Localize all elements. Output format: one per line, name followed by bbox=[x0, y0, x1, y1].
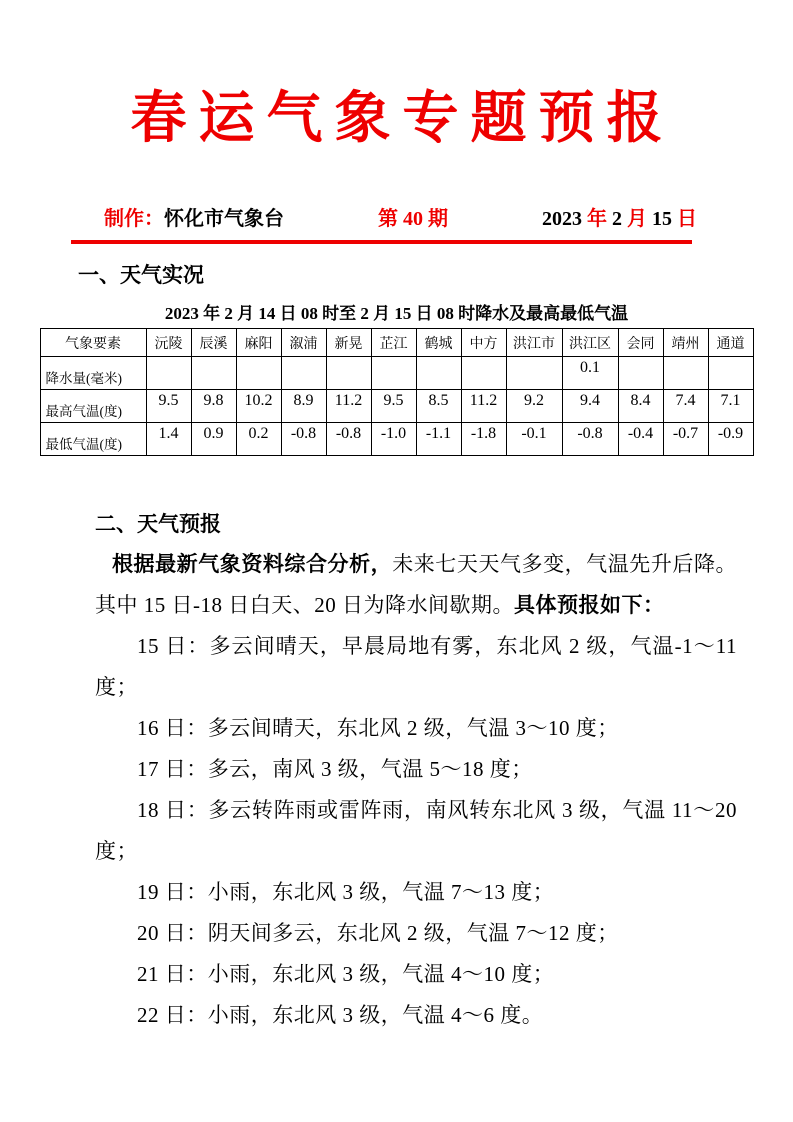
meta-row bbox=[104, 202, 697, 231]
table-cell-value: 8.5 bbox=[416, 390, 461, 423]
page-title: 春运气象专题预报 bbox=[130, 88, 675, 150]
table-cell-value: -0.7 bbox=[663, 423, 708, 456]
table-cell-value: 8.9 bbox=[281, 390, 326, 423]
table-cell-value bbox=[326, 357, 371, 390]
weather-table-body bbox=[40, 357, 753, 456]
table-cell-value: 0.2 bbox=[236, 423, 281, 456]
column-header-station: 洪江市 bbox=[506, 329, 562, 357]
table-cell-value: 9.2 bbox=[506, 390, 562, 423]
forecast-intro bbox=[95, 544, 737, 626]
section-1-heading: 一、天气实况 bbox=[78, 263, 204, 287]
table-cell-value: 0.1 bbox=[562, 357, 618, 390]
table-cell-value: 11.2 bbox=[326, 390, 371, 423]
table-cell-value: -1.8 bbox=[461, 423, 506, 456]
row-label: 降水量(毫米) bbox=[40, 357, 146, 390]
table-cell-value: 9.4 bbox=[562, 390, 618, 423]
table-cell-value: 10.2 bbox=[236, 390, 281, 423]
table-cell-value: 7.4 bbox=[663, 390, 708, 423]
table-cell-value: 7.1 bbox=[708, 390, 753, 423]
column-header-station: 溆浦 bbox=[281, 329, 326, 357]
table-cell-value bbox=[461, 357, 506, 390]
forecast-item: 19 日：小雨，东北风 3 级，气温 7～13 度； bbox=[137, 880, 555, 904]
table-cell-value: -0.8 bbox=[326, 423, 371, 456]
table-row bbox=[40, 357, 753, 390]
table-cell-value: 9.5 bbox=[146, 390, 191, 423]
table-cell-value: -0.1 bbox=[506, 423, 562, 456]
column-header-station: 麻阳 bbox=[236, 329, 281, 357]
table-cell-value bbox=[371, 357, 416, 390]
forecast-item: 22 日：小雨，东北风 3 级，气温 4～6 度。 bbox=[137, 1003, 544, 1027]
column-header-station: 新晃 bbox=[326, 329, 371, 357]
table-cell-value: 9.8 bbox=[191, 390, 236, 423]
forecast-item: 17 日：多云，南风 3 级，气温 5～18 度； bbox=[137, 757, 533, 781]
date-day-unit: 日 bbox=[677, 208, 697, 230]
table-cell-value: 8.4 bbox=[618, 390, 663, 423]
table-cell-value: -0.9 bbox=[708, 423, 753, 456]
forecast-item: 18 日：多云转阵雨或雷阵雨，南风转东北风 3 级，气温 11～20 度； bbox=[95, 798, 737, 863]
table-cell-value bbox=[663, 357, 708, 390]
date-month-unit: 月 bbox=[627, 208, 647, 230]
date-day: 15 bbox=[652, 208, 672, 230]
weather-table bbox=[40, 328, 754, 456]
table-cell-value bbox=[618, 357, 663, 390]
producer-name: 怀化市气象台 bbox=[164, 208, 284, 230]
date-year: 2023 bbox=[542, 208, 582, 230]
forecast-item: 20 日：阴天间多云，东北风 2 级，气温 7～12 度； bbox=[137, 921, 619, 945]
table-cell-value bbox=[281, 357, 326, 390]
table-cell-value bbox=[236, 357, 281, 390]
column-header-station: 鹤城 bbox=[416, 329, 461, 357]
date-year-unit: 年 bbox=[587, 208, 607, 230]
forecast-intro-bold-start: 根据最新气象资料综合分析， bbox=[112, 552, 393, 576]
producer bbox=[104, 202, 284, 231]
forecast-item: 15 日：多云间晴天，早晨局地有雾，东北风 2 级，气温-1～11 度； bbox=[95, 634, 737, 699]
column-header-element: 气象要素 bbox=[40, 329, 146, 357]
table-cell-value: -1.0 bbox=[371, 423, 416, 456]
table-title: 2023 年 2 月 14 日 08 时至 2 月 15 日 08 时降水及最高最低气温 bbox=[164, 304, 629, 323]
forecast-list bbox=[95, 626, 737, 1036]
forecast-item: 16 日：多云间晴天，东北风 2 级，气温 3～10 度； bbox=[137, 716, 619, 740]
weather-table-head-row bbox=[40, 329, 753, 357]
column-header-station: 沅陵 bbox=[146, 329, 191, 357]
date-month: 2 bbox=[612, 208, 622, 230]
row-label: 最低气温(度) bbox=[40, 423, 146, 456]
table-cell-value bbox=[708, 357, 753, 390]
table-row bbox=[40, 423, 753, 456]
table-cell-value: -0.8 bbox=[281, 423, 326, 456]
column-header-station: 芷江 bbox=[371, 329, 416, 357]
column-header-station: 通道 bbox=[708, 329, 753, 357]
producer-label: 制作： bbox=[104, 208, 164, 230]
row-label: 最高气温(度) bbox=[40, 390, 146, 423]
forecast-intro-bold-end: 具体预报如下： bbox=[514, 593, 665, 617]
forecast-body bbox=[95, 544, 737, 1036]
table-cell-value: 11.2 bbox=[461, 390, 506, 423]
table-cell-value bbox=[191, 357, 236, 390]
table-cell-value: -1.1 bbox=[416, 423, 461, 456]
column-header-station: 会同 bbox=[618, 329, 663, 357]
table-cell-value: 0.9 bbox=[191, 423, 236, 456]
column-header-station: 靖州 bbox=[663, 329, 708, 357]
column-header-station: 洪江区 bbox=[562, 329, 618, 357]
issue-date bbox=[542, 202, 697, 231]
issue-number: 第 40 期 bbox=[378, 208, 448, 230]
table-row bbox=[40, 390, 753, 423]
table-cell-value: 1.4 bbox=[146, 423, 191, 456]
column-header-station: 中方 bbox=[461, 329, 506, 357]
section-2-heading: 二、天气预报 bbox=[95, 512, 221, 536]
table-cell-value bbox=[506, 357, 562, 390]
forecast-intro-normal: 未来七天天气多变，气温先升后降。其中 15 日-18 日白天、20 日为降水间歇期。 bbox=[95, 552, 738, 617]
red-divider bbox=[71, 240, 692, 244]
table-cell-value: 9.5 bbox=[371, 390, 416, 423]
table-cell-value: -0.8 bbox=[562, 423, 618, 456]
table-cell-value bbox=[416, 357, 461, 390]
column-header-station: 辰溪 bbox=[191, 329, 236, 357]
weather-table-wrapper bbox=[40, 328, 754, 456]
forecast-item: 21 日：小雨，东北风 3 级，气温 4～10 度； bbox=[137, 962, 555, 986]
table-cell-value: -0.4 bbox=[618, 423, 663, 456]
table-cell-value bbox=[146, 357, 191, 390]
